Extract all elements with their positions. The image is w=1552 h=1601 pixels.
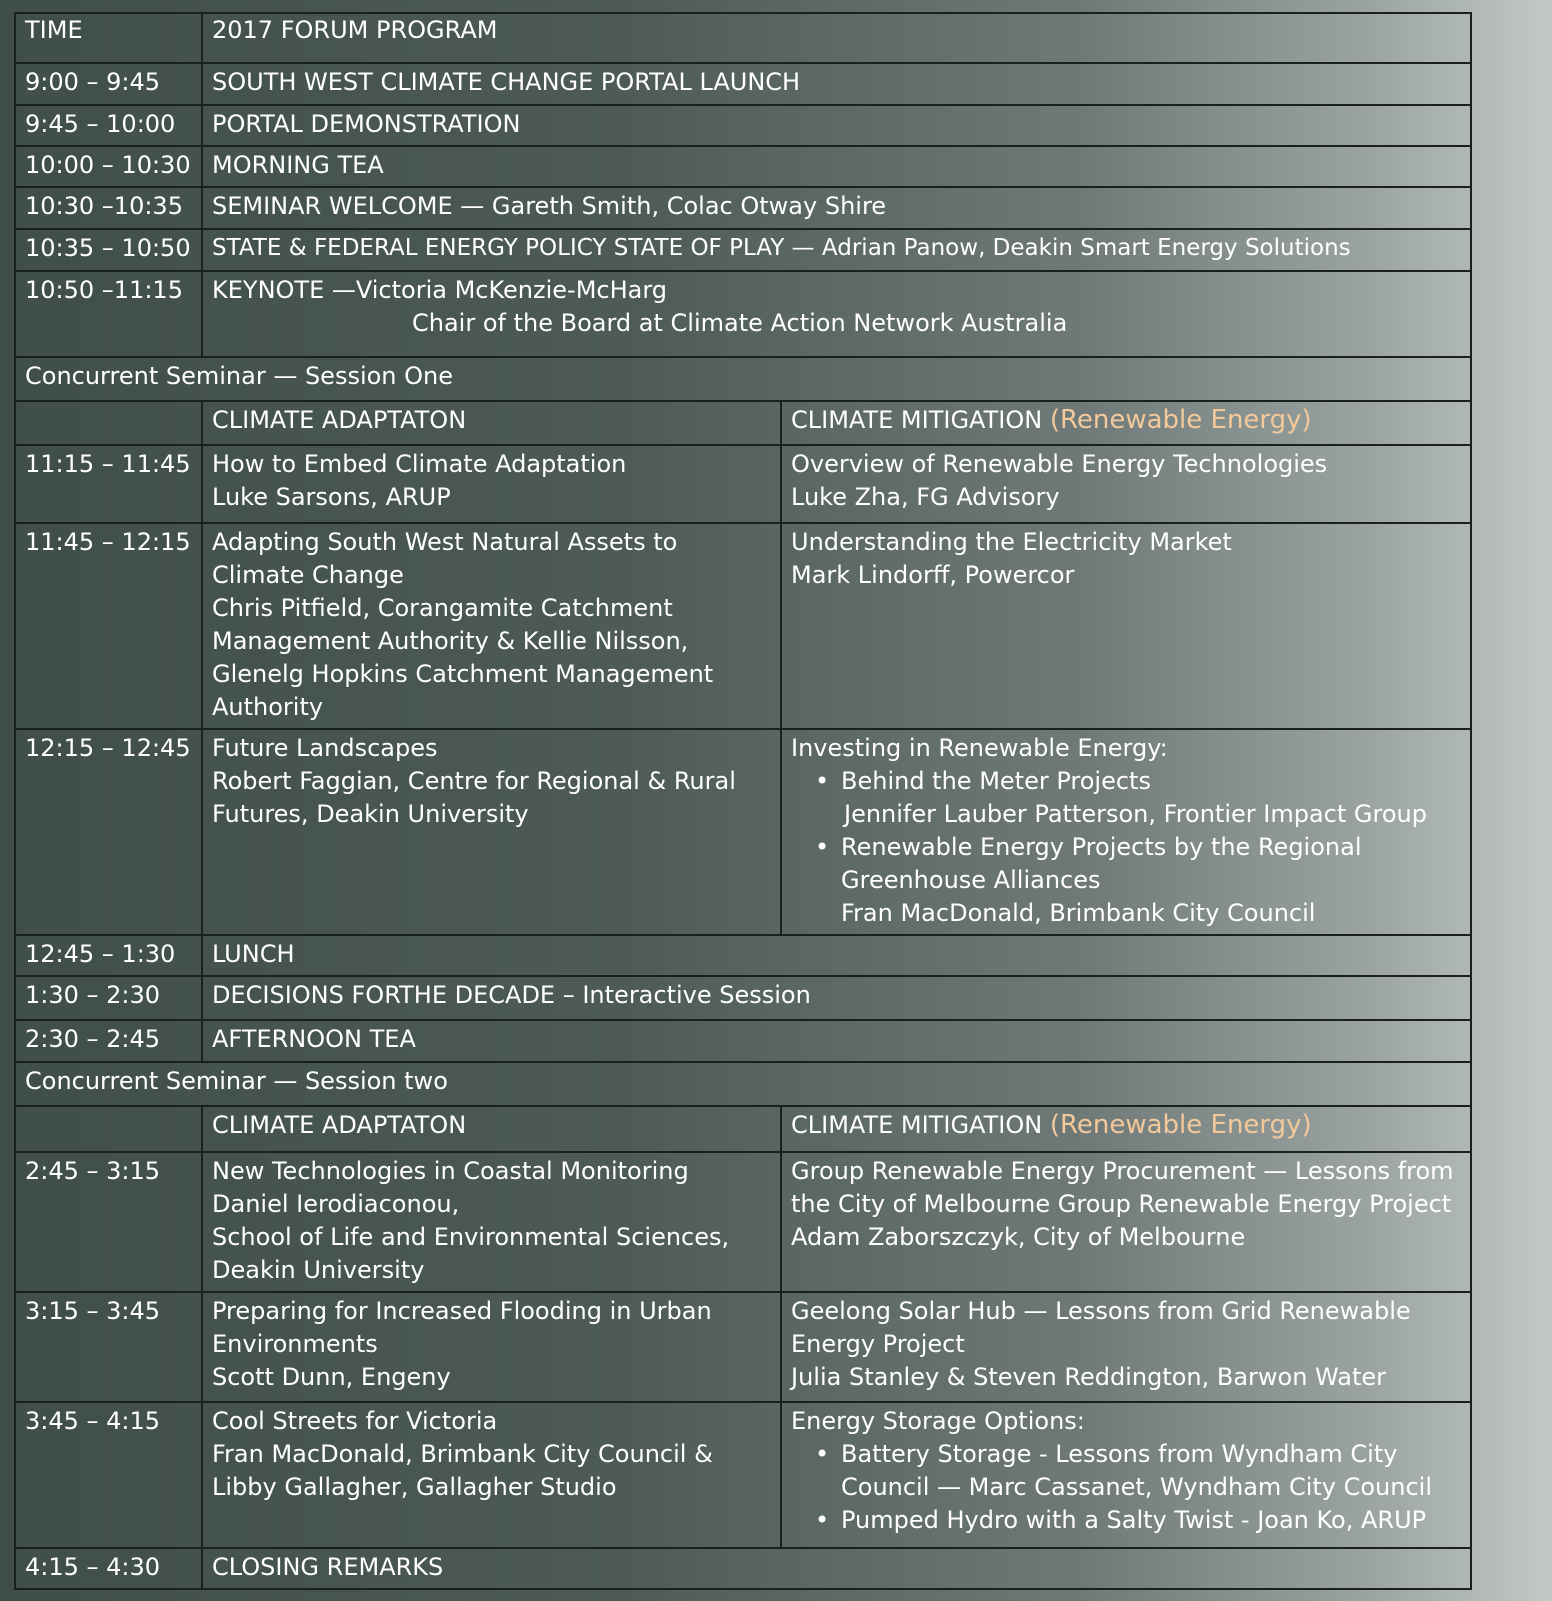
talk-title: • Renewable Energy Projects by the Regional Greenhouse Alliances	[841, 833, 1362, 894]
table-row	[15, 976, 1471, 1020]
talk-title: Geelong Solar Hub — Lessons from Grid Renewable Energy Project	[791, 1297, 1411, 1358]
time-cell: 9:00 – 9:45	[15, 63, 202, 105]
talk-speaker: Chris Pitfield, Corangamite Catchment Management Authority & Kellie Nilsson, Glenelg Hopkins Catchment Management Authority	[212, 594, 714, 721]
session-heading-row	[15, 1062, 1471, 1106]
col-mitigation-heading	[781, 1106, 1471, 1152]
time-cell: 3:15 – 3:45	[15, 1292, 202, 1402]
time-cell: 9:45 – 10:00	[15, 105, 202, 146]
talk-speaker: Fran MacDonald, Brimbank City Council	[841, 899, 1316, 927]
session-heading-row	[15, 357, 1471, 401]
session-title: LUNCH	[202, 935, 1471, 976]
adaptation-cell	[202, 1152, 781, 1292]
adaptation-cell	[202, 1402, 781, 1548]
keynote-row	[15, 271, 1471, 357]
time-header: TIME	[15, 13, 202, 63]
talk-speaker: Luke Zha, FG Advisory	[791, 483, 1060, 511]
time-cell: 10:00 – 10:30	[15, 146, 202, 187]
column-heading-row	[15, 401, 1471, 445]
talk-list	[791, 765, 1461, 930]
list-item	[841, 765, 1461, 831]
col-mitigation-heading	[781, 401, 1471, 445]
portal-launch-title: SOUTH WEST CLIMATE CHANGE PORTAL LAUNCH	[202, 63, 1471, 105]
mitigation-cell	[781, 1152, 1471, 1292]
talk-speaker: Fran MacDonald, Brimbank City Council &	[212, 1440, 713, 1468]
time-cell: 12:45 – 1:30	[15, 935, 202, 976]
talk-title: • Behind the Meter Projects	[841, 767, 1151, 795]
time-cell: 3:45 – 4:15	[15, 1402, 202, 1548]
table-row	[15, 105, 1471, 146]
column-heading-row	[15, 1106, 1471, 1152]
session-title: AFTERNOON TEA	[202, 1020, 1471, 1062]
mitigation-cell	[781, 729, 1471, 935]
col-mitigation-sub: (Renewable Energy)	[1049, 405, 1312, 435]
keynote-cell	[202, 271, 1471, 357]
talk-speaker: Mark Lindorff, Powercor	[791, 561, 1075, 589]
mitigation-cell	[781, 1402, 1471, 1548]
adaptation-cell	[202, 523, 781, 729]
talk-title: New Technologies in Coastal Monitoring	[212, 1157, 689, 1185]
adaptation-cell	[202, 729, 781, 935]
talk-speaker: Robert Faggian, Centre for Regional & Rural Futures, Deakin University	[212, 767, 736, 828]
session-title: STATE & FEDERAL ENERGY POLICY STATE OF PLAY — Adrian Panow, Deakin Smart Energy Solutions	[202, 229, 1471, 271]
table-row	[15, 229, 1471, 271]
talk-title: Cool Streets for Victoria	[212, 1407, 498, 1435]
talk-title: Understanding the Electricity Market	[791, 528, 1232, 556]
adaptation-cell	[202, 445, 781, 523]
time-cell: 11:15 – 11:45	[15, 445, 202, 523]
table-row	[15, 1152, 1471, 1292]
talk-title: Adapting South West Natural Assets to Climate Change	[212, 528, 678, 589]
header-row	[15, 13, 1471, 63]
session-title: CLOSING REMARKS	[202, 1548, 1471, 1589]
col-adaptation-heading: CLIMATE ADAPTATON	[202, 401, 781, 445]
col-mitigation-label: CLIMATE MITIGATION	[791, 406, 1043, 434]
keynote-speaker: KEYNOTE —Victoria McKenzie-McHarg	[212, 276, 668, 304]
talk-speaker: Daniel Ierodiaconou,	[212, 1190, 460, 1218]
session-one-title: Concurrent Seminar — Session One	[15, 357, 1471, 401]
talk-title: Future Landscapes	[212, 734, 438, 762]
program-title: 2017 FORUM PROGRAM	[202, 13, 1471, 63]
time-cell: 10:50 –11:15	[15, 271, 202, 357]
col-adaptation-heading: CLIMATE ADAPTATON	[202, 1106, 781, 1152]
time-cell: 2:45 – 3:15	[15, 1152, 202, 1292]
session-title: MORNING TEA	[202, 146, 1471, 187]
talk-title: How to Embed Climate Adaptation	[212, 450, 627, 478]
session-title: PORTAL DEMONSTRATION	[202, 105, 1471, 146]
table-row	[15, 523, 1471, 729]
time-cell: 10:30 –10:35	[15, 187, 202, 229]
table-row	[15, 935, 1471, 976]
talk-title: Preparing for Increased Flooding in Urban Environments	[212, 1297, 712, 1358]
col-mitigation-sub: (Renewable Energy)	[1049, 1110, 1312, 1140]
talk-list	[791, 1438, 1461, 1537]
list-item	[841, 1504, 1461, 1537]
session-two-title: Concurrent Seminar — Session two	[15, 1062, 1471, 1106]
talk-title: Group Renewable Energy Procurement — Lessons from the City of Melbourne Group Renewable Energy Project	[791, 1157, 1454, 1218]
interactive-session-title: DECISIONS FORTHE DECADE – Interactive Session	[202, 976, 1471, 1020]
table-row	[15, 146, 1471, 187]
talk-speaker: Julia Stanley & Steven Reddington, Barwon Water	[791, 1363, 1386, 1391]
table-row	[15, 187, 1471, 229]
table-row	[15, 1548, 1471, 1589]
mitigation-cell	[781, 523, 1471, 729]
table-row	[15, 63, 1471, 105]
col-mitigation-label: CLIMATE MITIGATION	[791, 1111, 1043, 1139]
talk-title: Overview of Renewable Energy Technologies	[791, 450, 1328, 478]
time-cell: 11:45 – 12:15	[15, 523, 202, 729]
talk-title: • Pumped Hydro with a Salty Twist - Joan Ko, ARUP	[841, 1506, 1427, 1534]
talk-title: • Battery Storage - Lessons from Wyndham City Council — Marc Cassanet, Wyndham City Council	[841, 1440, 1432, 1501]
talk-speaker: Libby Gallagher, Gallagher Studio	[212, 1473, 617, 1501]
mitigation-cell	[781, 1292, 1471, 1402]
talk-speaker: Scott Dunn, Engeny	[212, 1363, 451, 1391]
table-row	[15, 1402, 1471, 1548]
list-item	[841, 831, 1461, 930]
talk-intro: Investing in Renewable Energy:	[791, 734, 1168, 762]
empty-cell	[15, 1106, 202, 1152]
mitigation-cell	[781, 445, 1471, 523]
adaptation-cell	[202, 1292, 781, 1402]
keynote-role: Chair of the Board at Climate Action Network Australia	[412, 309, 1068, 337]
session-title: SEMINAR WELCOME — Gareth Smith, Colac Otway Shire	[202, 187, 1471, 229]
talk-speaker: Luke Sarsons, ARUP	[212, 483, 451, 511]
table-row	[15, 445, 1471, 523]
table-row	[15, 729, 1471, 935]
table-row	[15, 1292, 1471, 1402]
table-row	[15, 1020, 1471, 1062]
talk-speaker: Adam Zaborszczyk, City of Melbourne	[791, 1223, 1246, 1251]
talk-affiliation: School of Life and Environmental Sciences, Deakin University	[212, 1223, 730, 1284]
empty-cell	[15, 401, 202, 445]
time-cell: 4:15 – 4:30	[15, 1548, 202, 1589]
list-item	[841, 1438, 1461, 1504]
time-cell: 2:30 – 2:45	[15, 1020, 202, 1062]
talk-speaker: Jennifer Lauber Patterson, Frontier Impact Group	[844, 800, 1427, 828]
forum-program-table	[14, 12, 1472, 1590]
time-cell: 12:15 – 12:45	[15, 729, 202, 935]
talk-intro: Energy Storage Options:	[791, 1407, 1085, 1435]
time-cell: 10:35 – 10:50	[15, 229, 202, 271]
time-cell: 1:30 – 2:30	[15, 976, 202, 1020]
